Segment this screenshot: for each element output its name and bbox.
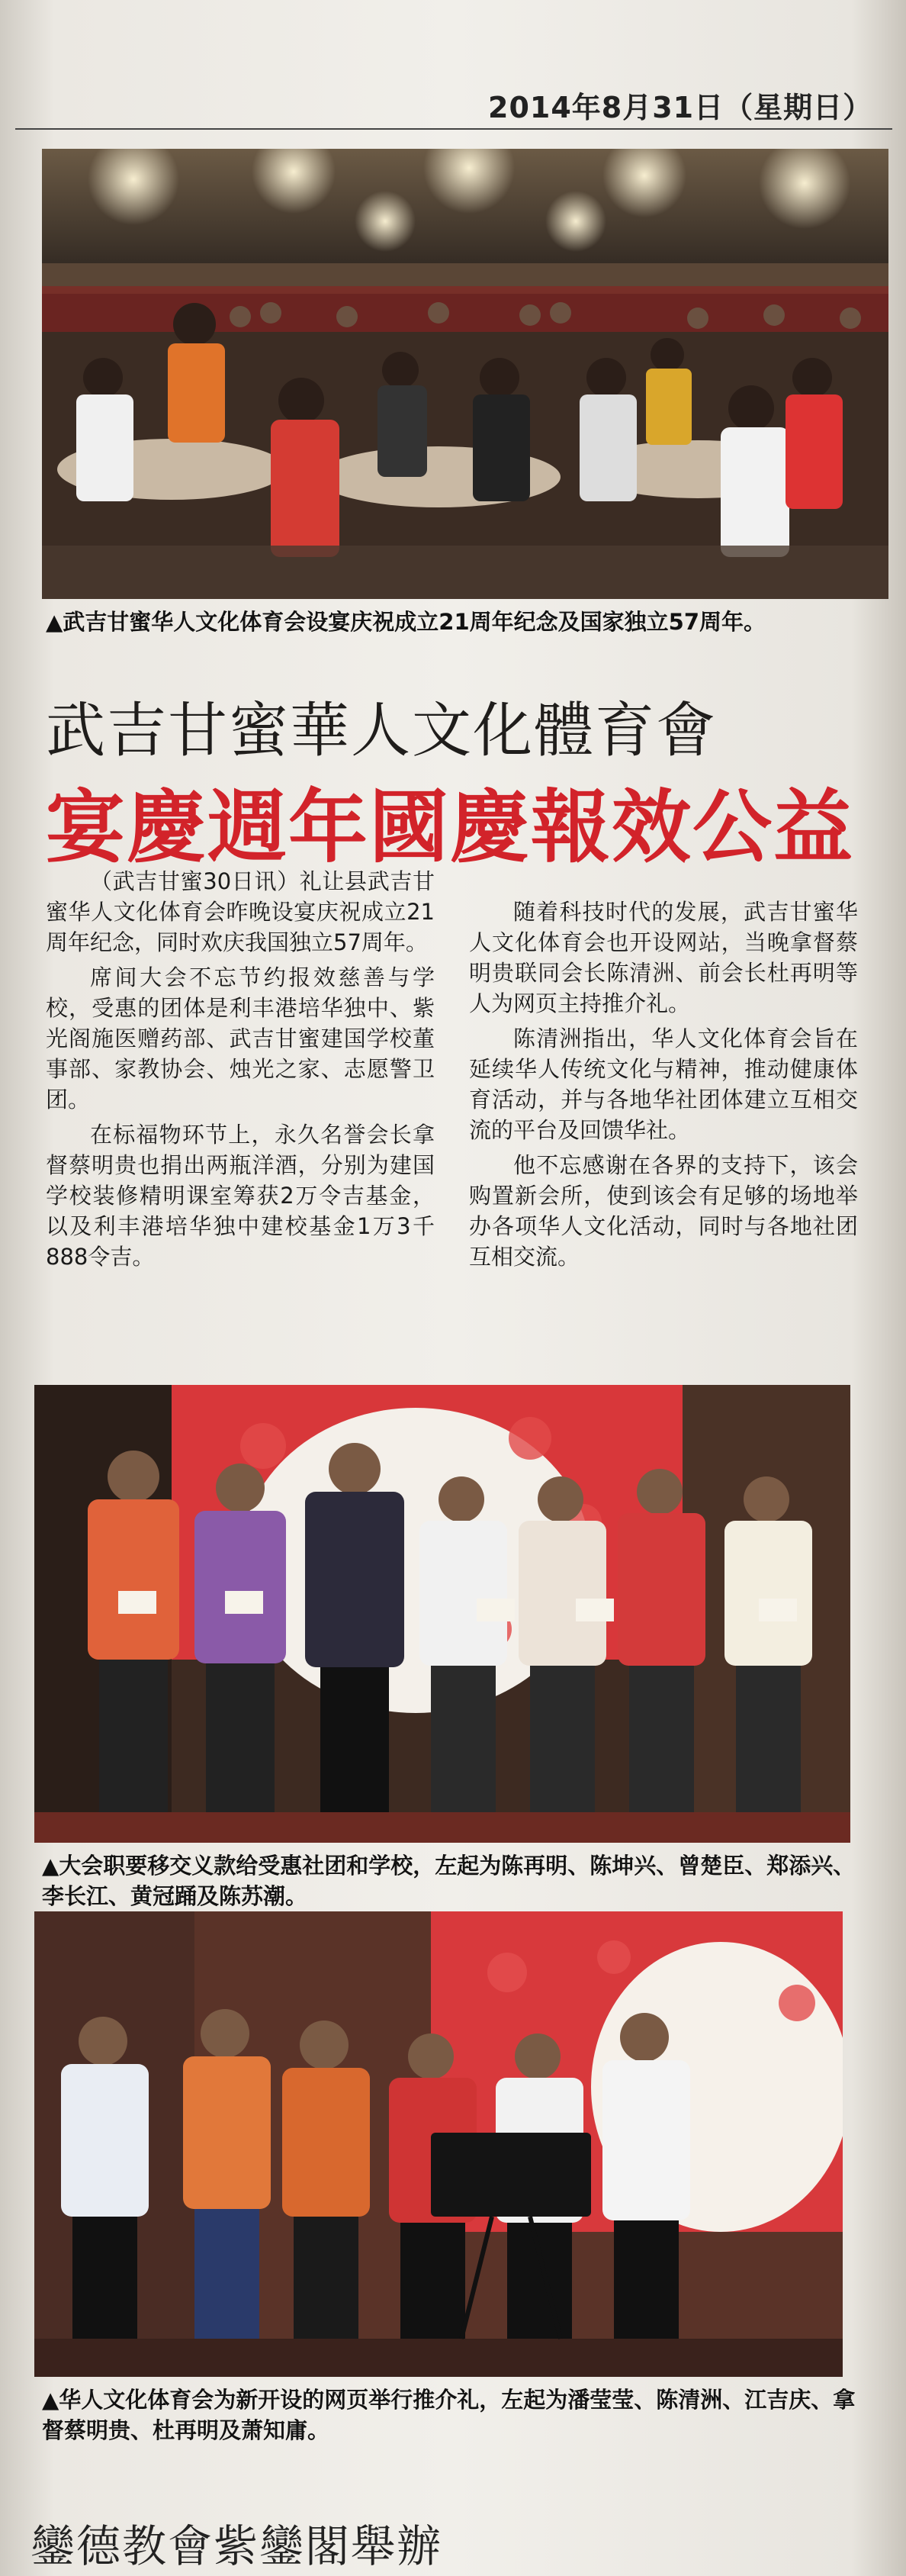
article-paragraph: 他不忘感谢在各界的支持下，该会购置新会所，使到该会有足够的场地举办各项华人文化活动，同时与各地社团互相交流。 — [469, 1152, 858, 1270]
banquet-photo — [42, 149, 888, 599]
article-paragraph: 在标福物环节上，永久名誉会长拿督蔡明贵也捐出两瓶洋酒，分别为建国学校装修精明课室筹获2万令吉基金，以及利丰港培华独中建校基金1万3千888令吉。 — [46, 1122, 435, 1270]
article-paragraph: （武吉甘蜜30日讯）礼让县武吉甘蜜华人文化体育会昨晚设宴庆祝成立21周年纪念，同时欢庆我国独立57周年。 — [46, 868, 435, 955]
website-launch-photo — [34, 1911, 843, 2377]
header-rule — [15, 128, 892, 130]
donation-photo — [34, 1385, 850, 1843]
donation-photo-caption: ▲大会职要移交义款给受惠社团和学校，左起为陈再明、陈坤兴、曾楚臣、郑添兴、李长江、黄冠踊及陈苏潮。 — [42, 1853, 856, 1909]
issue-date: 2014年8月31日（星期日） — [488, 91, 873, 124]
article-column-left — [46, 866, 435, 1277]
donation-scene-image — [34, 1385, 850, 1843]
article-paragraph: 随着科技时代的发展，武吉甘蜜华人文化体育会也开设网站，当晚拿督蔡明贵联同会长陈清洲、前会长杜再明等人为网页主持推介礼。 — [469, 899, 858, 1016]
banquet-photo-caption: ▲武吉甘蜜华人文化体育会设宴庆祝成立21周年纪念及国家独立57周年。 — [46, 609, 766, 635]
headline-main: 宴慶週年國慶報效公益 — [46, 781, 855, 874]
banquet-scene-image — [42, 149, 888, 599]
website-launch-photo-caption: ▲华人文化体育会为新开设的网页举行推介礼，左起为潘莹莹、陈清洲、江吉庆、拿督蔡明贵、杜再明及萧知庸。 — [42, 2387, 856, 2443]
next-article-headline: 鑾德教會紫鑾閣舉辦 — [31, 2520, 443, 2572]
headline-organisation: 武吉甘蜜華人文化體育會 — [46, 697, 718, 765]
article-column-right — [469, 897, 858, 1277]
article-paragraph: 席间大会不忘节约报效慈善与学校，受惠的团体是利丰港培华独中、紫光阁施医赠药部、武吉甘蜜建国学校董事部、家教协会、烛光之家、志愿警卫团。 — [46, 964, 435, 1113]
website-launch-scene-image — [34, 1911, 843, 2377]
article-paragraph: 陈清洲指出，华人文化体育会旨在延续华人传统文化与精神，推动健康体育活动，并与各地华社团体建立互相交流的平台及回馈华社。 — [469, 1026, 858, 1143]
